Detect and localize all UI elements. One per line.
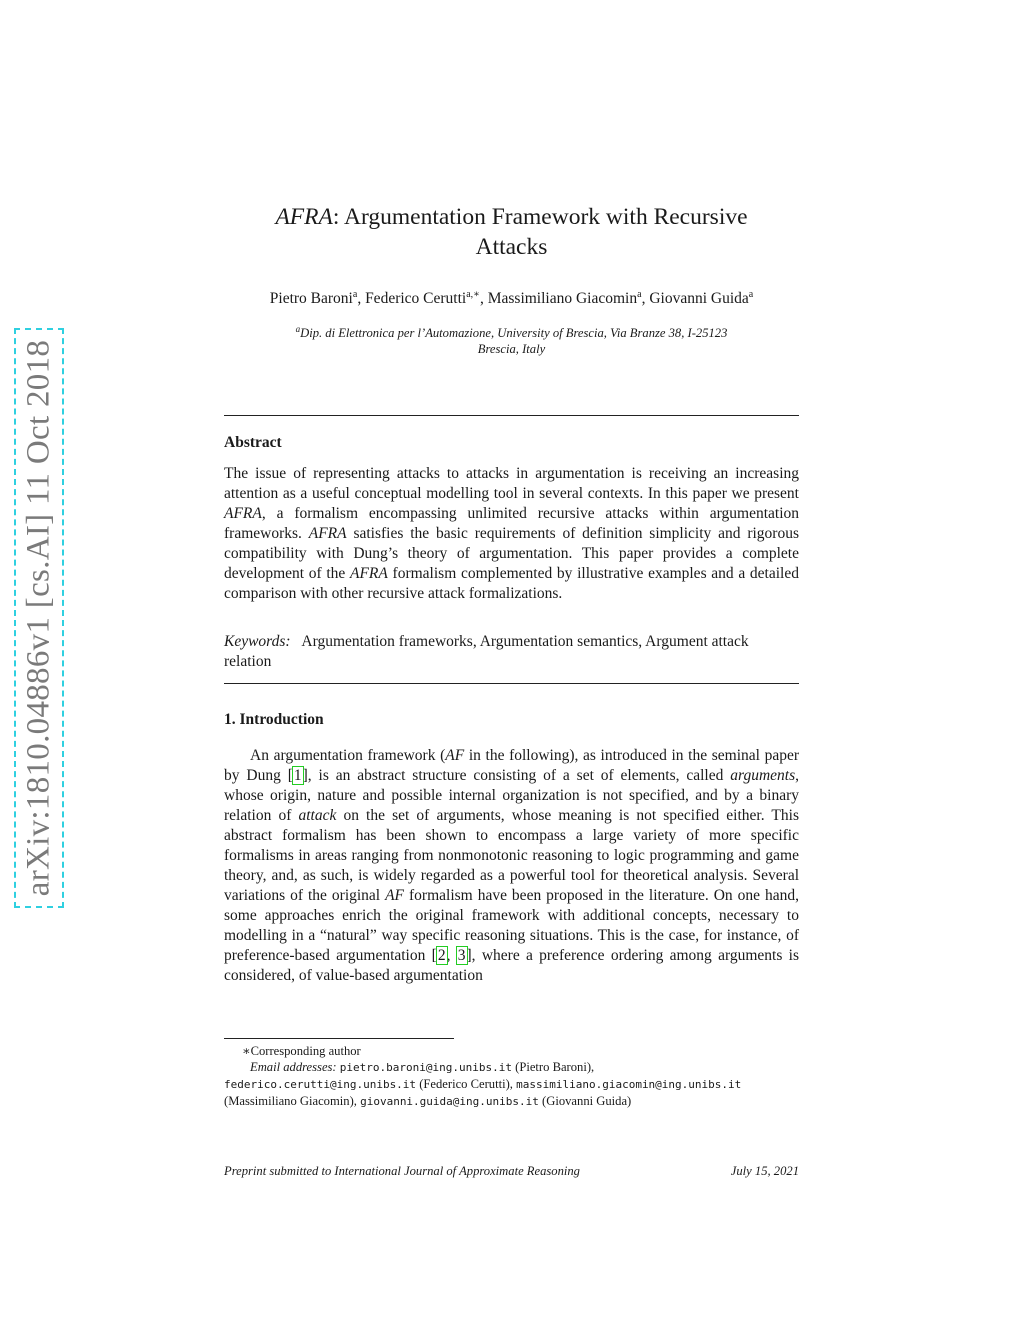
abstract-body — [224, 464, 799, 604]
citation-separator: , — [446, 947, 457, 964]
body-text: in the following), as introduced in the seminal paper by Dung — [224, 747, 799, 784]
citation-link[interactable]: 3 — [457, 947, 466, 964]
body-emphasis: arguments — [730, 767, 796, 784]
author-list: Pietro Baroni$^a$, Federico Cerutti$^{a,∗}$, Massimiliano Giacomin$^a$, Giovanni Guida$^a$ — [269, 289, 754, 307]
title-line1: : Argumentation Framework with Recursive — [332, 204, 748, 230]
email-link[interactable]: massimiliano.giacomin@ing.unibs.it — [516, 1078, 742, 1091]
body-text: , where a preference ordering among arguments is considered, of value-based argumentation — [224, 947, 799, 984]
citation-link[interactable]: 2 — [437, 947, 446, 964]
abstract-heading: Abstract — [224, 434, 282, 451]
email-label: Email addresses: — [250, 1060, 337, 1074]
abstract-acronym: AFRA — [224, 505, 262, 522]
introduction-body: An argumentation framework (AF in the following), as introduced in the seminal paper by Dung [1], is an abstract structure consisting of a set of elements, called arguments, whose origin, nature and possible internal organization is not specified, and by a binary relation of attack on the set of arguments, whose meaning is not specified either. This abstract formalism has been shown to encompass a large variety of more specific formalisms in areas ranging from nonmonotonic reasoning to logic programming and game theory, and, as such, is widely regarded as a powerful tool for theoretical analysis. Several variations of the original AF formalism have been proposed in the literature. On one hand, some approaches enrich the original framework with additional concepts, necessary to modelling in a “natural” way specific reasoning situations. This is the case, for instance, of preference-based argumentation [2, 3], where a preference ordering among arguments is considered, of value-based argumentation — [224, 747, 799, 984]
title-acronym: AFRA — [275, 204, 333, 230]
abstract-acronym: AFRA — [349, 565, 388, 582]
email-owner: (Federico Cerutti), — [419, 1077, 513, 1091]
preprint-footer — [224, 1163, 799, 1179]
section-heading: 1. Introduction — [224, 711, 324, 728]
author-mark: a — [637, 289, 642, 300]
keywords-text: Argumentation frameworks, Argumentation semantics, Argument attack relation — [224, 633, 749, 670]
body-text: , is an abstract structure consisting of a set of elements, called — [307, 767, 731, 784]
abstract-top-rule — [224, 415, 799, 416]
email-owner: (Giovanni Guida) — [542, 1094, 632, 1108]
author-mark: a — [748, 289, 754, 300]
abstract-bottom-rule — [224, 683, 799, 684]
author-mark: a,∗ — [466, 289, 480, 300]
email-link[interactable]: giovanni.guida@ing.unibs.it — [360, 1095, 539, 1108]
affiliation-line2: Brescia, Italy — [477, 342, 546, 356]
email-link[interactable]: pietro.baroni@ing.unibs.it — [339, 1061, 512, 1074]
footnote — [224, 1043, 799, 1110]
body-acronym: AF — [385, 887, 405, 904]
keywords — [224, 632, 799, 672]
arxiv-stamp[interactable]: arXiv:1810.04886v1 [cs.AI] 11 Oct 2018 — [20, 339, 57, 897]
email-link[interactable]: federico.cerutti@ing.unibs.it — [224, 1078, 417, 1091]
citation-link[interactable]: 1 — [293, 767, 302, 784]
footnote-rule — [224, 1038, 454, 1039]
footnote-star: ∗ — [242, 1044, 251, 1058]
body-text: , whose origin, nature and possible internal organization is not specified, and by a binary relation of — [224, 767, 799, 824]
preprint-date: July 15, 2021 — [730, 1164, 799, 1178]
body-text: on the set of arguments, whose meaning is not specified either. This abstract formalism has been shown to encompass a large variety of more specific formalisms in areas ranging from nonmonotonic reasoning to logic programming and game theory, and, as such, is widely regarded as a powerful tool for theoretical analysis. Several variations of the original — [224, 807, 799, 904]
abstract-text: satisfies the basic requirements of definition simplicity and rigorous compatibility with Dung’s theory of argumentation. This paper provides a complete development of the — [224, 525, 800, 582]
abstract-text: , a formalism encompassing unlimited recursive attacks within argumentation frameworks. — [224, 505, 799, 542]
abstract-text: The issue of representing attacks to attacks in argumentation is receiving an increasing attention as a useful conceptual modelling tool in several contexts. In this paper we present — [224, 465, 799, 502]
body-text: formalism have been proposed in the literature. On one hand, some approaches enrich the original framework with additional concepts, necessary to modelling in a “natural” way specific reasoning situations. This is the case, for instance, of preference-based argumentation — [224, 887, 799, 964]
arxiv-stamp-frame[interactable] — [14, 328, 64, 908]
footnote-corresponding: Corresponding author — [250, 1044, 361, 1058]
body-acronym: AF — [445, 747, 465, 764]
author-name: Pietro Baroni — [269, 290, 353, 307]
paper-title — [224, 202, 799, 262]
preprint-venue: Preprint submitted to International Journal of Approximate Reasoning — [224, 1164, 580, 1178]
author-name: Federico Cerutti — [365, 290, 467, 307]
email-owner: (Massimiliano Giacomin), — [224, 1094, 357, 1108]
abstract-acronym: AFRA — [308, 525, 347, 542]
email-owner: (Pietro Baroni), — [515, 1060, 595, 1074]
abstract-text: formalism complemented by illustrative examples and a detailed comparison with other recursive attack formalizations. — [224, 565, 799, 602]
body-text: An argumentation framework ( — [250, 747, 446, 764]
author-name: Giovanni Guida — [649, 290, 749, 307]
keywords-label: Keywords: — [224, 633, 291, 650]
author-mark: a — [352, 289, 358, 300]
affiliation-mark: a — [295, 324, 301, 334]
author-name: Massimiliano Giacomin — [487, 290, 638, 307]
title-line2: Attacks — [475, 234, 548, 260]
body-emphasis: attack — [298, 807, 337, 824]
affiliation — [224, 325, 799, 357]
affiliation-line1: Dip. di Elettronica per l’Automazione, University of Brescia, Via Branze 38, I-25123 — [300, 326, 728, 340]
